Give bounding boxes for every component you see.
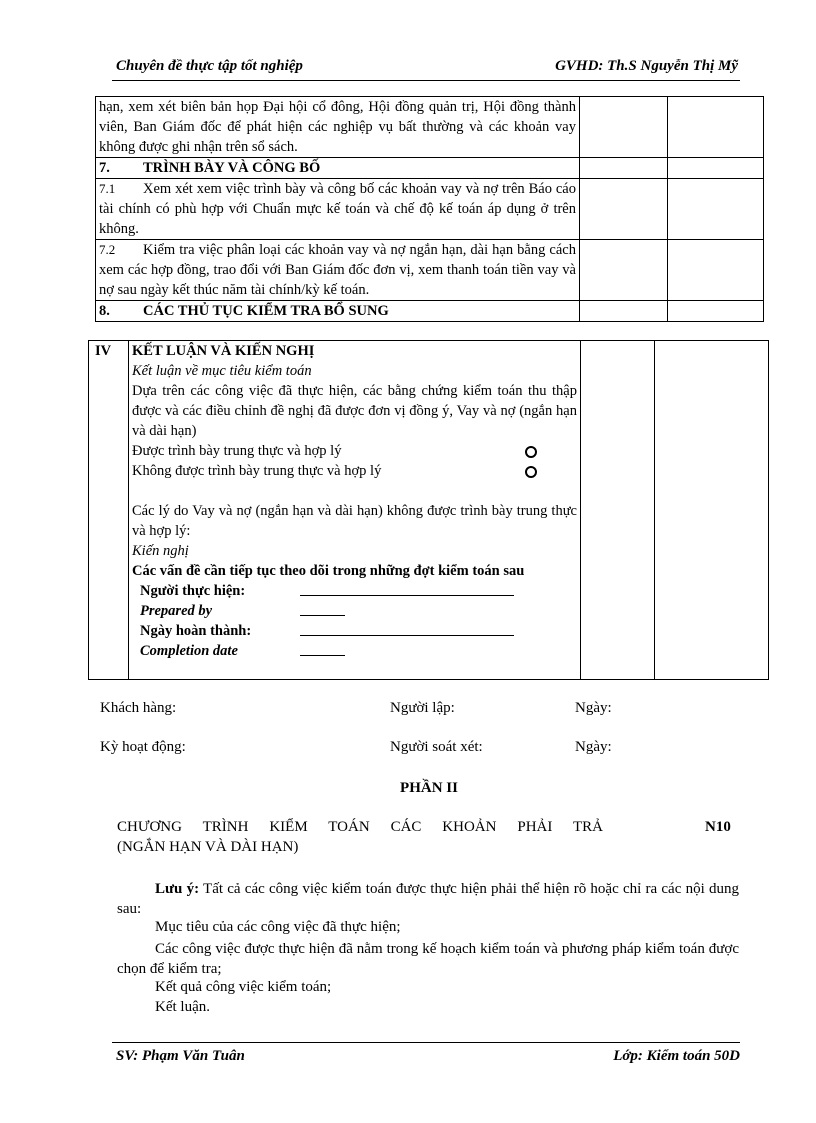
- period-label: Kỳ hoạt động:: [100, 739, 186, 755]
- note-item-2: Các công việc được thực hiện đã nằm trong kế hoạch kiểm toán và phương pháp kiểm toán được chọn để kiểm tra;: [117, 941, 739, 977]
- note-item-4: Kết luận.: [155, 999, 210, 1015]
- preparer-label: Người lập:: [390, 700, 455, 716]
- conclusion-title: KẾT LUẬN VÀ KIẾN NGHỊ: [132, 343, 315, 359]
- row-7-2: 7.2 Kiểm tra việc phân loại các khoản vay và nợ ngắn hạn, dài hạn bằng cách xem các hợp đồng, trao đổi với Ban Giám đốc đơn vị, xem thanh toán tiền vay và nợ sau ngày kết thúc năm tài chính/kỳ kế toán.: [96, 240, 580, 301]
- performer-line[interactable]: [300, 583, 514, 596]
- option-not-fair[interactable]: Không được trình bày trung thực và hợp lý: [132, 461, 577, 481]
- client-label: Khách hàng:: [100, 700, 177, 716]
- review-date-label: Ngày:: [575, 739, 612, 755]
- radio-icon[interactable]: [525, 446, 537, 458]
- program-title-line1: CHƯƠNG TRÌNH KIỂM TOÁN CÁC KHOẢN PHẢI TRẢ: [117, 819, 603, 835]
- footer-divider: [112, 1042, 740, 1043]
- table-row: [96, 97, 764, 158]
- program-title-line2: (NGẮN HẠN VÀ DÀI HẠN): [117, 839, 299, 855]
- conclusion-paragraph: Dựa trên các công việc đã thực hiện, các bằng chứng kiểm toán thu thập được và các điều chỉnh đề nghị đã được đơn vị đồng ý, Vay và nợ (ngắn hạn và dài hạn): [132, 383, 577, 439]
- note-paragraph: Lưu ý: Tất cả các công việc kiểm toán được thực hiện phải thể hiện rõ hoặc chỉ ra các nội dung sau:: [117, 881, 740, 917]
- option-fair[interactable]: Được trình bày trung thực và hợp lý: [132, 441, 577, 461]
- completed-line[interactable]: [300, 623, 514, 636]
- row-7-1: 7.1 Xem xét xem việc trình bày và công bố các khoản vay và nợ trên Báo cáo tài chính có phù hợp với Chuẩn mực kế toán và chế độ kế toán áp dụng ở trên không.: [96, 179, 580, 240]
- table-row: [96, 179, 764, 240]
- audit-table-continued: [95, 96, 764, 322]
- signature-completed: Ngày hoàn thành:: [132, 621, 577, 641]
- signature-prepared: Prepared by: [132, 601, 577, 621]
- table-row: [96, 158, 764, 179]
- note-item-1: Mục tiêu của các công việc đã thực hiện;: [155, 919, 401, 935]
- conclusion-subtitle: Kết luận về mục tiêu kiểm toán: [132, 363, 312, 379]
- reviewer-label: Người soát xét:: [390, 739, 483, 755]
- radio-icon[interactable]: [525, 466, 537, 478]
- date-label: Ngày:: [575, 700, 612, 716]
- followup-paragraph: Các vấn đề cần tiếp tục theo dõi trong những đợt kiểm toán sau: [132, 563, 525, 579]
- conclusion-table: [88, 340, 769, 680]
- header-left: Chuyên đề thực tập tốt nghiệp: [116, 58, 303, 74]
- part-title: PHẦN II: [400, 780, 458, 796]
- prepared-line[interactable]: [300, 603, 345, 616]
- completion-date-line[interactable]: [300, 643, 345, 656]
- header-right: GVHD: Th.S Nguyễn Thị Mỹ: [555, 58, 738, 74]
- table-row: [96, 240, 764, 301]
- cell-continued-text: hạn, xem xét biên bản họp Đại hội cổ đông, Hội đồng quản trị, Hội đồng thành viên, Ban Giám đốc để phát hiện các nghiệp vụ bất thường và các khoản vay không được ghi nhận trên sổ sách.: [96, 97, 580, 158]
- note-item-3: Kết quả công việc kiểm toán;: [155, 979, 332, 995]
- conclusion-cell: [129, 341, 581, 680]
- header-divider: [112, 80, 740, 81]
- signature-performer: Người thực hiện:: [132, 581, 577, 601]
- recommendation-subtitle: Kiến nghị: [132, 543, 189, 559]
- footer-right: Lớp: Kiểm toán 50D: [613, 1048, 740, 1064]
- reasons-paragraph: Các lý do Vay và nợ (ngắn hạn và dài hạn) không được trình bày trung thực và hợp lý:: [132, 503, 577, 539]
- table-row: [96, 301, 764, 322]
- program-code: N10: [705, 819, 731, 835]
- table-row: [89, 341, 769, 680]
- footer-left: SV: Phạm Văn Tuân: [116, 1048, 245, 1064]
- section-7-title: 7. TRÌNH BÀY VÀ CÔNG BỐ: [96, 158, 580, 179]
- section-8-title: 8. CÁC THỦ TỤC KIỂM TRA BỔ SUNG: [96, 301, 580, 322]
- signature-completion-date: Completion date: [132, 641, 577, 661]
- cell-iv: IV: [89, 341, 129, 680]
